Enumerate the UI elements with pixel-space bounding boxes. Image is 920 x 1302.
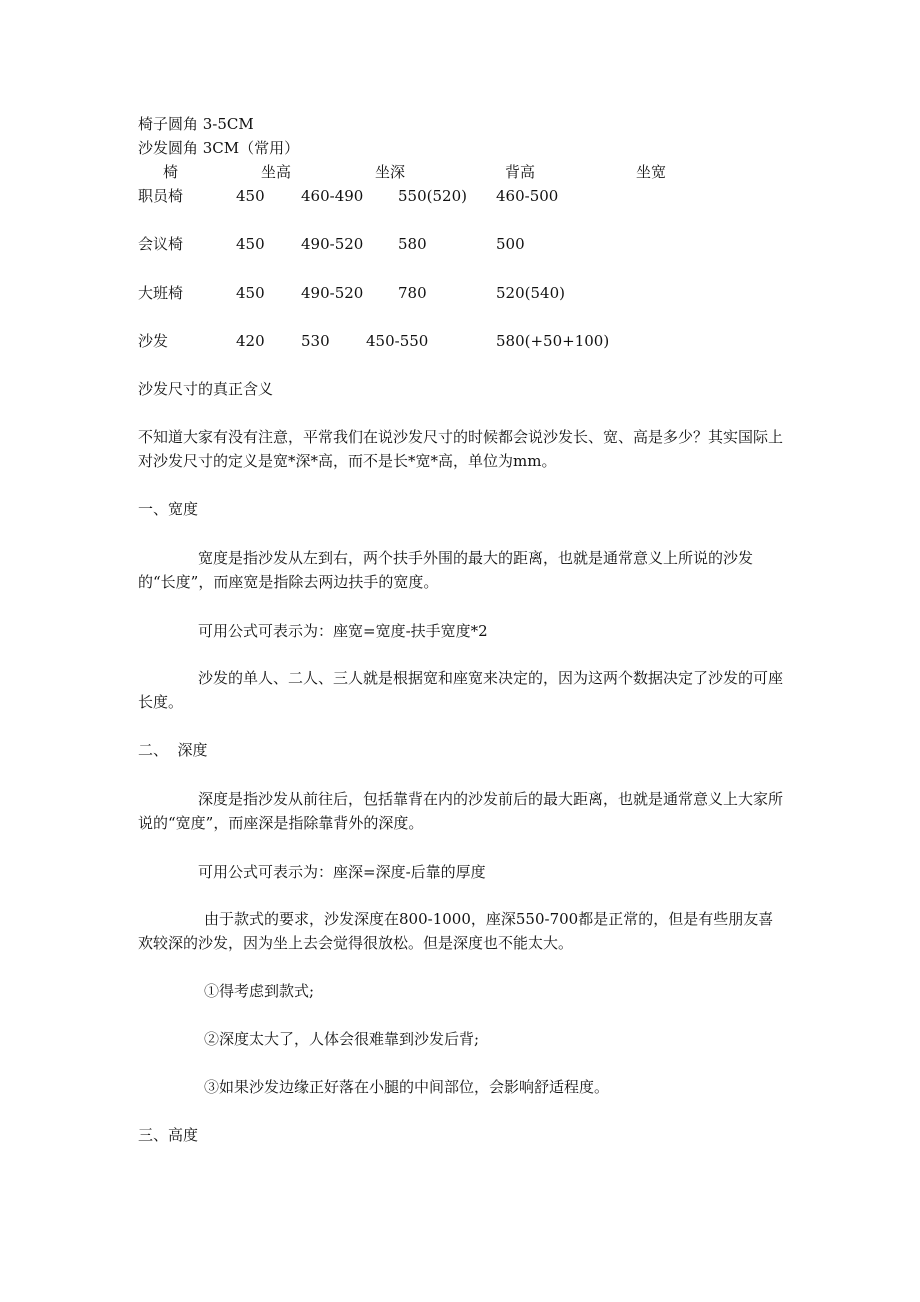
header-back-height: 背高 [505, 163, 536, 181]
row-value: 420 [236, 332, 265, 350]
list-item: ①得考虑到款式; [204, 982, 315, 1000]
row-value: 580(+50+100) [496, 332, 610, 350]
row-name: 会议椅 [138, 235, 184, 253]
list-item: ②深度太大了，人体会很难靠到沙发后背; [204, 1030, 480, 1048]
depth-paragraph-2: 由于款式的要求，沙发深度在800-1000，座深550-700都是正常的，但是有些朋友喜欢较深的沙发，因为坐上去会觉得很放松。但是深度也不能太大。 [138, 910, 774, 952]
row-value: 550(520) [398, 187, 467, 205]
sofa-corner-note: 沙发圆角 3CM（常用） [138, 139, 300, 157]
depth-heading: 二、 深度 [138, 741, 208, 759]
row-value: 490-520 [301, 284, 364, 302]
header-chair: 椅 [163, 163, 179, 181]
row-value: 580 [398, 235, 427, 253]
row-value: 450 [236, 187, 265, 205]
height-heading: 三、高度 [138, 1126, 199, 1144]
row-value: 450 [236, 284, 265, 302]
list-item: ③如果沙发边缘正好落在小腿的中间部位，会影响舒适程度。 [204, 1078, 610, 1096]
row-value: 530 [301, 332, 330, 350]
header-seat-height: 坐高 [261, 163, 292, 181]
row-name: 职员椅 [138, 187, 184, 205]
header-seat-depth: 坐深 [375, 163, 406, 181]
section-title: 沙发尺寸的真正含义 [138, 380, 274, 398]
width-paragraph-2: 沙发的单人、二人、三人就是根据宽和座宽来决定的，因为这两个数据决定了沙发的可座长度。 [138, 669, 784, 711]
row-name: 沙发 [138, 332, 169, 350]
width-paragraph: 宽度是指沙发从左到右，两个扶手外围的最大的距离，也就是通常意义上所说的沙发的“长度”，而座宽是指除去两边扶手的宽度。 [138, 549, 754, 591]
depth-paragraph: 深度是指沙发从前往后，包括靠背在内的沙发前后的最大距离，也就是通常意义上大家所说的“宽度”，而座深是指除靠背外的深度。 [138, 790, 784, 832]
row-value: 460-490 [301, 187, 364, 205]
depth-formula: 可用公式可表示为：座深=深度-后靠的厚度 [198, 863, 486, 881]
row-value: 490-520 [301, 235, 364, 253]
intro-paragraph: 不知道大家有没有注意，平常我们在说沙发尺寸的时候都会说沙发长、宽、高是多少？其实国际上对沙发尺寸的定义是宽*深*高，而不是长*宽*高，单位为mm。 [138, 428, 784, 470]
chair-corner-note: 椅子圆角 3-5CM [138, 115, 254, 133]
row-value: 450-550 [366, 332, 429, 350]
row-value: 450 [236, 235, 265, 253]
row-name: 大班椅 [138, 284, 184, 302]
row-value: 500 [496, 235, 525, 253]
row-value: 460-500 [496, 187, 559, 205]
row-value: 520(540) [496, 284, 565, 302]
width-formula: 可用公式可表示为：座宽=宽度-扶手宽度*2 [198, 622, 488, 640]
width-heading: 一、宽度 [138, 500, 199, 518]
header-seat-width: 坐宽 [636, 163, 667, 181]
row-value: 780 [398, 284, 427, 302]
